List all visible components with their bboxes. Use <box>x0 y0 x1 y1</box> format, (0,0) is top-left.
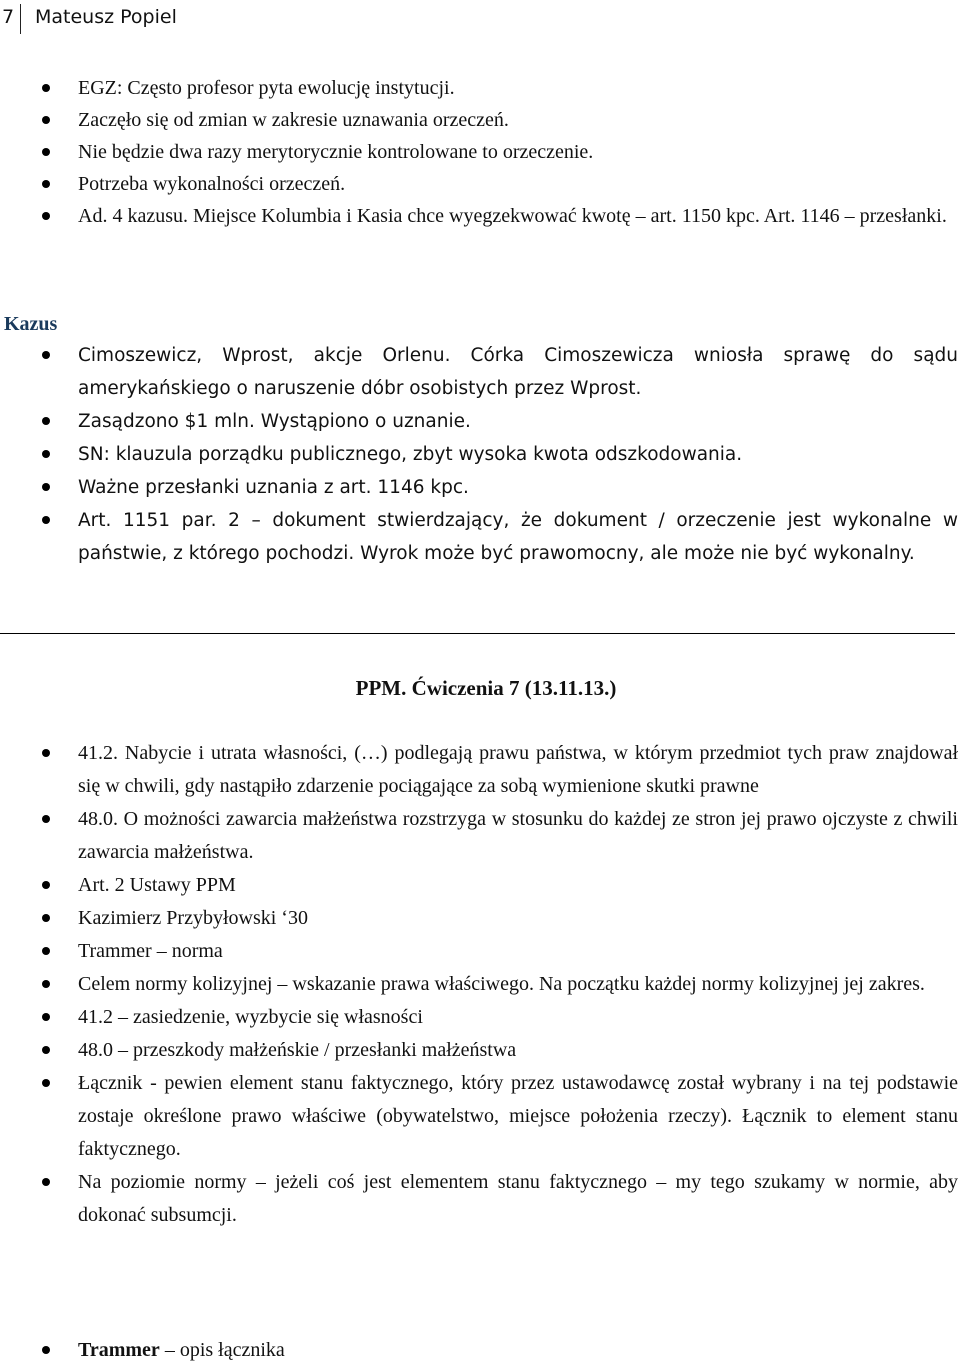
list-item: Potrzeba wykonalności orzeczeń. <box>0 168 960 200</box>
ppm-notes-list <box>0 737 960 1232</box>
list-item: Ważne przesłanki uznania z art. 1146 kpc. <box>0 471 960 504</box>
section-title: PPM. Ćwiczenia 7 (13.11.13.) <box>355 676 617 700</box>
list-item: 41.2. Nabycie i utrata własności, (…) podlegają prawu państwa, w którym przedmiot tych praw znajdował się w chwili, gdy nastąpiło zdarzenie pociągające za sobą wymienione skutki prawne <box>0 737 960 803</box>
list-item: Zaczęło się od zmian w zakresie uznawania orzeczeń. <box>0 104 960 136</box>
kazus-heading: Kazus <box>4 313 58 335</box>
list-item: Na poziomie normy – jeżeli coś jest elementem stanu faktycznego – my tego szukamy w normie, aby dokonać subsumcji. <box>0 1166 960 1232</box>
kazus-list <box>0 339 960 570</box>
list-item: Ad. 4 kazusu. Miejsce Kolumbia i Kasia chce wyegzekwować kwotę – art. 1150 kpc. Art. 1146 – przesłanki. <box>0 200 960 232</box>
list-item: Zasądzono $1 mln. Wystąpiono o uznanie. <box>0 405 960 438</box>
author-name: Mateusz Popiel <box>35 6 177 28</box>
section-divider <box>0 633 955 634</box>
final-notes-list <box>0 1334 960 1366</box>
list-item: SN: klauzula porządku publicznego, zbyt wysoka kwota odszkodowania. <box>0 438 960 471</box>
bold-term: Trammer <box>78 1339 160 1361</box>
header-divider <box>20 4 21 34</box>
list-item: Łącznik - pewien element stanu faktycznego, który przez ustawodawcę został wybrany i na tej podstawie zostaje określone prawo właściwe (obywatelstwo, miejsce położenia rzeczy). Łącznik to element stanu faktycznego. <box>0 1067 960 1166</box>
item-text: – opis łącznika <box>159 1339 285 1361</box>
list-item: Art. 1151 par. 2 – dokument stwierdzający, że dokument / orzeczenie jest wykonalne w państwie, z którego pochodzi. Wyrok może być prawomocny, ale może nie być wykonalny. <box>0 504 960 570</box>
list-item: Kazimierz Przybyłowski ‘30 <box>0 902 960 935</box>
list-item: Art. 2 Ustawy PPM <box>0 869 960 902</box>
list-item: EGZ: Często profesor pyta ewolucję instytucji. <box>0 72 960 104</box>
notes-list-intro <box>0 72 960 232</box>
list-item: Cimoszewicz, Wprost, akcje Orlenu. Córka Cimoszewicza wniosła sprawę do sądu amerykańskiego o naruszenie dóbr osobistych przez Wprost. <box>0 339 960 405</box>
list-item: Trammer – norma <box>0 935 960 968</box>
list-item: Celem normy kolizyjnej – wskazanie prawa właściwego. Na początku każdej normy kolizyjnej jej zakres. <box>0 968 960 1001</box>
list-item: Nie będzie dwa razy merytorycznie kontrolowane to orzeczenie. <box>0 136 960 168</box>
page-number: 7 <box>2 6 15 28</box>
list-item <box>0 1334 960 1366</box>
list-item: 48.0 – przeszkody małżeńskie / przesłanki małżeństwa <box>0 1034 960 1067</box>
list-item: 41.2 – zasiedzenie, wyzbycie się własności <box>0 1001 960 1034</box>
list-item: 48.0. O możności zawarcia małżeństwa rozstrzyga w stosunku do każdej ze stron jej prawo ojczyste z chwili zawarcia małżeństwa. <box>0 803 960 869</box>
